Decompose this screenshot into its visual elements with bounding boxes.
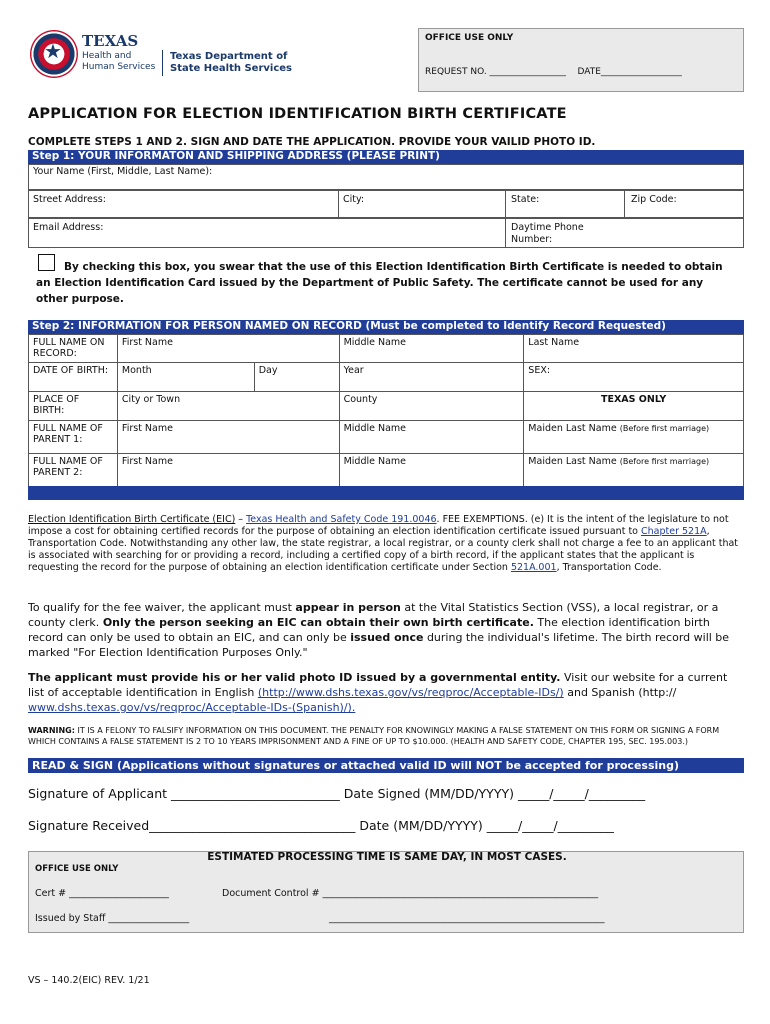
table-row <box>29 392 744 421</box>
health-safety-code-link[interactable]: Texas Health and Safety Code 191.0046 <box>246 514 437 525</box>
table-row <box>29 363 744 392</box>
your-name-field[interactable] <box>28 164 744 190</box>
step2-header: Step 2: INFORMATION FOR PERSON NAMED ON RECORD (Must be completed to Identify Record Requested) <box>28 320 744 334</box>
phone-label: Daytime Phone Number: <box>511 222 584 245</box>
row-label: FULL NAME OF PARENT 1: <box>29 421 118 454</box>
section-521a001-link[interactable]: 521A.001 <box>510 562 557 573</box>
texas-hhs-logo <box>30 30 293 85</box>
month-field[interactable]: Month <box>117 363 254 392</box>
cert-number-field[interactable]: Cert # _____________________ <box>35 888 169 899</box>
day-field[interactable]: Day <box>254 363 339 392</box>
your-name-label: Your Name (First, Middle, Last Name): <box>33 166 213 177</box>
logo-agency: TEXAS <box>82 32 139 50</box>
applicant-signature-line[interactable]: Signature of Applicant ___________________________ Date Signed (MM/DD/YYYY) _____/_____/_________ <box>28 786 646 801</box>
email-label: Email Address: <box>33 222 104 233</box>
record-table <box>28 334 744 487</box>
parent2-maiden-name-field[interactable]: Maiden Last Name (Before first marriage) <box>524 454 744 487</box>
eic-paragraph: Election Identification Birth Certificate (EIC) – Texas Health and Safety Code 191.0046. FEE EXEMPTIONS. (e) It is the intent of the legislature to not impose a cost for obtaining certified records for the purpose of obtaining an election identification certificate issued pursuant to Chapter 521A, Transportation Code. Notwithstanding any other law, the state registrar, a local registrar, or a county clerk shall not charge a fee to an applicant that is associated with searching for or providing a record, including a certified copy of a birth record, if the applicant states that the applicant is requesting the record for the purpose of obtaining an election identification certificate under Section 521A.001, Transportation Code. <box>28 514 739 573</box>
logo-dshs: Texas Department of State Health Services <box>170 51 293 74</box>
swear-statement: By checking this box, you swear that the use of this Election Identification Birth Certificate is needed to obtain an Election Identification Card issued by the Department of Public Safety. The certificate cannot be used for any other purpose. <box>36 261 723 305</box>
zip-code-label: Zip Code: <box>631 194 677 205</box>
row-label: PLACE OF BIRTH: <box>29 392 118 421</box>
texas-only-cell: TEXAS ONLY <box>524 392 744 421</box>
year-field[interactable]: Year <box>339 363 524 392</box>
row-label: FULL NAME ON RECORD: <box>29 335 118 363</box>
row-label: DATE OF BIRTH: <box>29 363 118 392</box>
document-control-field[interactable]: Document Control # __________________________________________________________ <box>222 888 599 899</box>
processing-time-notice: ESTIMATED PROCESSING TIME IS SAME DAY, IN MOST CASES. <box>207 851 567 863</box>
parent1-middle-name-field[interactable]: Middle Name <box>339 421 524 454</box>
office-use-label: OFFICE USE ONLY <box>425 33 514 43</box>
step1-header: Step 1: YOUR INFORMATON AND SHIPPING ADDRESS (PLEASE PRINT) <box>28 150 744 164</box>
office-use-bottom-label: OFFICE USE ONLY <box>35 864 119 874</box>
form-number: VS – 140.2(EIC) REV. 1/21 <box>28 975 150 986</box>
request-date-field[interactable]: DATE__________________ <box>577 67 682 77</box>
state-label: State: <box>511 194 540 205</box>
last-name-field[interactable]: Last Name <box>524 335 744 363</box>
divider <box>338 191 339 217</box>
logo-divider <box>162 50 163 76</box>
divider <box>624 191 625 217</box>
request-number-field[interactable]: REQUEST NO. _________________ <box>425 67 567 77</box>
city-label: City: <box>343 194 365 205</box>
parent2-middle-name-field[interactable]: Middle Name <box>339 454 524 487</box>
logo-hhs: Health and Human Services <box>82 51 156 72</box>
office-blank-line[interactable]: __________________________________________________________ <box>329 913 605 924</box>
photo-id-paragraph: The applicant must provide his or her valid photo ID issued by a governmental entity. Visit our website for a current list of acceptable identification in English (http://www.dshs.texas.gov/vs/reqproc/Acceptable-IDs/) and Spanish (http:// www.dshs.texas.gov/vs/reqproc/Acceptable-IDs-(Spanish)/). <box>28 671 728 714</box>
qualify-paragraph: To qualify for the fee waiver, the applicant must appear in person at the Vital Statistics Section (VSS), a local registrar, or a county clerk. Only the person seeking an EIC can obtain their own birth certificate. The election identification birth record can only be used to obtain an EIC, and can only be issued once during the individual's lifetime. The birth record will be marked "For Election Identification Purposes Only." <box>28 601 730 659</box>
table-row <box>29 421 744 454</box>
divider <box>505 219 506 247</box>
acceptable-ids-spanish-link[interactable]: www.dshs.texas.gov/vs/reqproc/Acceptable-IDs-(Spanish)/). <box>28 701 356 714</box>
acceptable-ids-english-link[interactable]: (http://www.dshs.texas.gov/vs/reqproc/Acceptable-IDs/) <box>257 686 564 699</box>
table-row <box>29 454 744 487</box>
county-field[interactable]: County <box>339 392 524 421</box>
warning-paragraph: WARNING: IT IS A FELONY TO FALSIFY INFORMATION ON THIS DOCUMENT. THE PENALTY FOR KNOWINGLY MAKING A FALSE STATEMENT ON THIS FORM OR SIGNING A FORM WHICH CONTAINS A FALSE STATEMENT IS 2 TO 10 YEARS IMPRISONMENT AND A FINE OF UP TO $10.000. (HEALTH AND SAFETY CODE, CHAPTER 195, SEC. 195.003.) <box>28 726 720 746</box>
texas-seal-icon: ★ <box>30 30 78 78</box>
step2-footer-bar <box>28 486 744 500</box>
first-name-field[interactable]: First Name <box>117 335 339 363</box>
parent1-first-name-field[interactable]: First Name <box>117 421 339 454</box>
middle-name-field[interactable]: Middle Name <box>339 335 524 363</box>
address-row <box>28 190 744 218</box>
request-date-line <box>425 67 682 77</box>
eic-term: Election Identification Birth Certificate (EIC) <box>28 514 236 525</box>
issued-by-staff-field[interactable]: Issued by Staff _________________ <box>35 913 190 924</box>
read-sign-header: READ & SIGN (Applications without signatures or attached valid ID will NOT be accepted for processing) <box>28 758 744 773</box>
street-address-label: Street Address: <box>33 194 106 205</box>
parent1-maiden-name-field[interactable]: Maiden Last Name (Before first marriage) <box>524 421 744 454</box>
city-town-field[interactable]: City or Town <box>117 392 339 421</box>
chapter-521a-link[interactable]: Chapter 521A <box>641 526 707 537</box>
office-use-top <box>418 28 744 92</box>
row-label: FULL NAME OF PARENT 2: <box>29 454 118 487</box>
page-title: APPLICATION FOR ELECTION IDENTIFICATION BIRTH CERTIFICATE <box>28 106 567 122</box>
sex-field[interactable]: SEX: <box>524 363 744 392</box>
email-phone-row <box>28 218 744 248</box>
office-use-bottom <box>28 851 744 933</box>
table-row <box>29 335 744 363</box>
instructions: COMPLETE STEPS 1 AND 2. SIGN AND DATE THE APPLICATION. PROVIDE YOUR VAILID PHOTO ID. <box>28 136 596 148</box>
received-signature-line[interactable]: Signature Received_________________________________ Date (MM/DD/YYYY) _____/_____/_________ <box>28 818 614 833</box>
divider <box>505 191 506 217</box>
parent2-first-name-field[interactable]: First Name <box>117 454 339 487</box>
